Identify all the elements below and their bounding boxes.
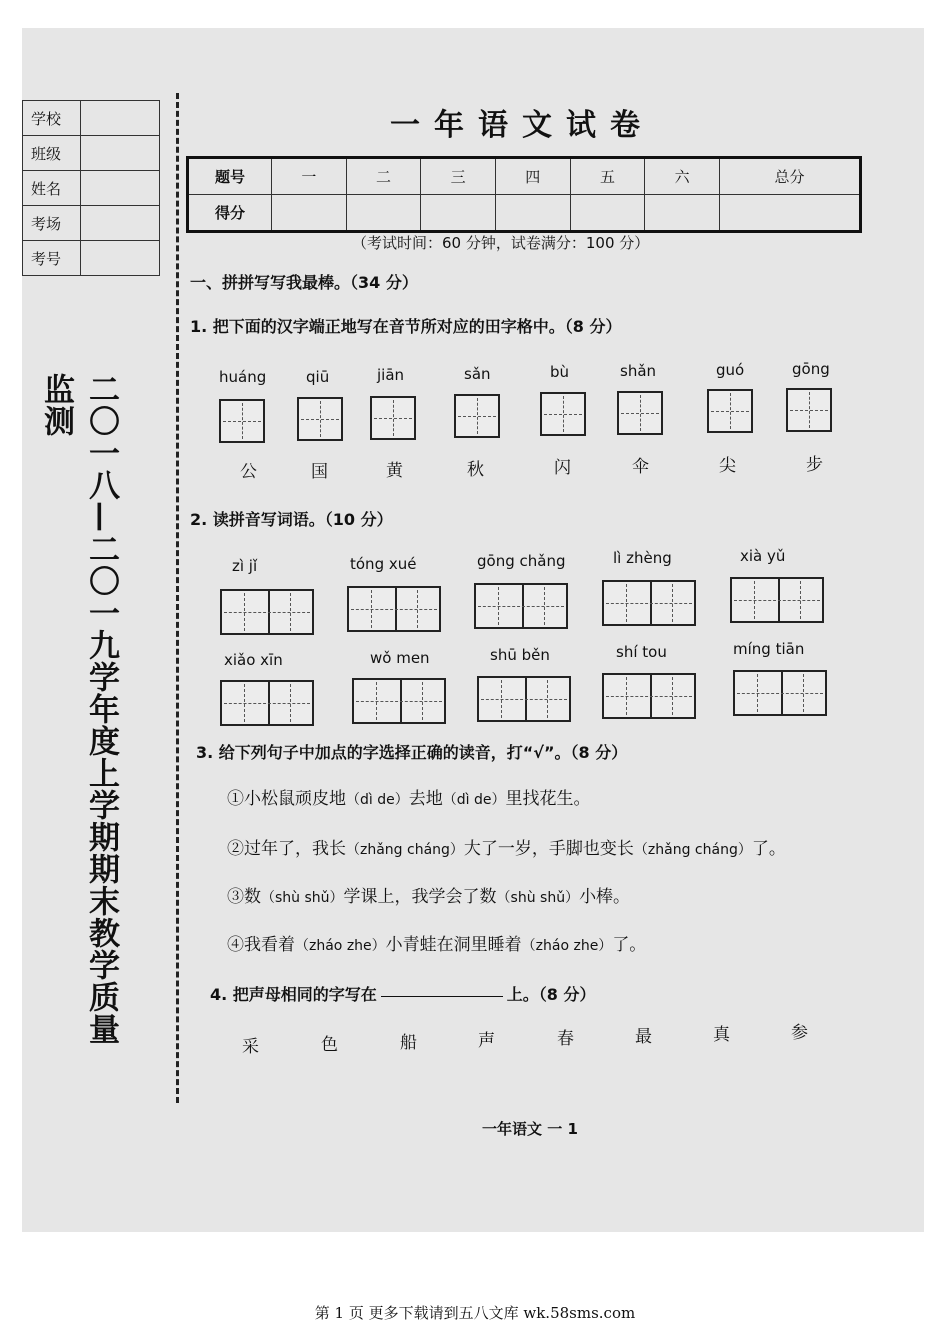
pinyin-choice[interactable]: （zháo zhe）	[295, 938, 386, 954]
info-label: 姓名	[23, 171, 81, 206]
score-column-header: 总分	[719, 158, 860, 195]
q2-pinyin: shí tou	[616, 643, 667, 661]
sentence-text: ④我看着	[227, 935, 295, 955]
q3-title: 3. 给下列句子中加点的字选择正确的读音，打“√”。（8 分）	[196, 743, 628, 762]
score-cell	[272, 195, 347, 232]
word-grid-box[interactable]	[602, 673, 696, 719]
page-number: 一年语文 一 1	[482, 1120, 578, 1138]
score-cell	[495, 195, 570, 232]
info-blank	[81, 206, 160, 241]
answer-blank-line[interactable]	[381, 995, 503, 997]
q1-pinyin: gōng	[792, 360, 830, 378]
q4-character: 声	[478, 1031, 495, 1051]
word-grid-box[interactable]	[220, 589, 314, 635]
score-cell	[645, 195, 720, 232]
q2-pinyin: tóng xué	[350, 555, 417, 573]
word-grid-box[interactable]	[602, 580, 696, 626]
exam-note: （考试时间：60 分钟，试卷满分：100 分）	[352, 234, 650, 252]
info-label: 考号	[23, 241, 81, 276]
sentence-text: 里找花生。	[505, 789, 591, 809]
q4-character: 参	[791, 1023, 808, 1043]
pinyin-choice[interactable]: （dì de）	[442, 792, 506, 808]
q4-character: 最	[635, 1027, 652, 1047]
score-cell	[421, 195, 496, 232]
info-blank	[81, 101, 160, 136]
q2-pinyin: xià yǔ	[740, 547, 786, 565]
sentence-text: ①小松鼠顽皮地	[227, 789, 346, 809]
q2-pinyin: xiǎo xīn	[224, 651, 283, 669]
sentence-text: 学课上，我学会了数	[343, 887, 497, 907]
q2-pinyin: wǒ men	[370, 649, 430, 667]
pinyin-choice[interactable]: （zhǎng cháng）	[633, 842, 752, 858]
q1-character: 伞	[632, 457, 649, 477]
word-grid-box[interactable]	[474, 583, 568, 629]
student-info-table	[22, 100, 160, 276]
tian-grid-box[interactable]	[786, 388, 832, 432]
q4-character: 真	[713, 1025, 730, 1045]
score-table	[186, 156, 862, 233]
tian-grid-box[interactable]	[707, 389, 753, 433]
q1-character: 闪	[554, 458, 571, 478]
q1-character: 秋	[467, 460, 484, 480]
sentence-text: 大了一岁，手脚也变长	[463, 839, 634, 859]
q1-pinyin: huáng	[219, 368, 267, 386]
score-row-label: 题号	[188, 158, 272, 195]
score-column-header: 二	[346, 158, 421, 195]
page-title: 一年语文试卷	[390, 108, 654, 143]
q1-pinyin: shǎn	[620, 362, 657, 380]
tian-grid-box[interactable]	[454, 394, 500, 438]
binding-dashed-line	[176, 93, 179, 1103]
word-grid-box[interactable]	[730, 577, 824, 623]
q2-pinyin: gōng chǎng	[477, 552, 566, 570]
score-column-header: 六	[645, 158, 720, 195]
score-column-header: 五	[570, 158, 645, 195]
tian-grid-box[interactable]	[297, 397, 343, 441]
q4-character: 春	[557, 1029, 574, 1049]
pinyin-choice[interactable]: （zháo zhe）	[521, 938, 613, 954]
q2-pinyin: shū běn	[490, 646, 550, 664]
word-grid-box[interactable]	[352, 678, 446, 724]
tian-grid-box[interactable]	[540, 392, 586, 436]
score-cell	[570, 195, 645, 232]
pinyin-choice[interactable]: （dì de）	[346, 792, 409, 808]
sentence-text: ③数	[227, 887, 261, 907]
q4-character: 船	[400, 1033, 417, 1053]
pinyin-choice[interactable]: （shù shǔ）	[261, 890, 344, 906]
q1-character: 国	[311, 462, 328, 482]
q1-pinyin: guó	[716, 361, 745, 379]
q4-character: 采	[242, 1037, 259, 1057]
exam-sheet-photo	[22, 28, 924, 1232]
word-grid-box[interactable]	[347, 586, 441, 632]
sentence-text: 小青蛙在洞里睡着	[385, 935, 522, 955]
sentence-text: 小棒。	[579, 887, 631, 907]
sentence-text: 去地	[408, 789, 443, 809]
info-blank	[81, 241, 160, 276]
q1-character: 黄	[386, 461, 403, 481]
q4-character: 色	[321, 1035, 338, 1055]
q4-title-end: 上。（8 分）	[506, 985, 596, 1004]
section-1-title: 一、拼拼写写我最棒。（34 分）	[190, 273, 418, 292]
word-grid-box[interactable]	[477, 676, 571, 722]
tian-grid-box[interactable]	[219, 399, 265, 443]
score-row-label: 得分	[188, 195, 272, 232]
tian-grid-box[interactable]	[370, 396, 416, 440]
score-cell	[346, 195, 421, 232]
q2-pinyin: míng tiān	[733, 640, 805, 658]
q3-sentence-1	[227, 784, 590, 809]
info-label: 考场	[23, 206, 81, 241]
q2-pinyin: lì zhèng	[613, 549, 672, 567]
q1-pinyin: jiān	[377, 366, 405, 384]
q2-title: 2. 读拼音写词语。（10 分）	[190, 510, 393, 529]
q1-pinyin: bù	[550, 363, 570, 381]
q1-pinyin: sǎn	[464, 365, 491, 383]
word-grid-box[interactable]	[733, 670, 827, 716]
q1-character: 公	[240, 462, 257, 482]
info-blank	[81, 136, 160, 171]
score-column-header: 一	[272, 158, 347, 195]
info-blank	[81, 171, 160, 206]
footer-download-note: 第 1 页 更多下载请到五八文库 wk.58sms.com	[314, 1304, 636, 1322]
q1-pinyin: qiū	[306, 368, 330, 386]
tian-grid-box[interactable]	[617, 391, 663, 435]
word-grid-box[interactable]	[220, 680, 314, 726]
q3-sentence-2	[227, 834, 786, 859]
sentence-text: ②过年了，我长	[227, 839, 346, 859]
sentence-text: 了。	[612, 935, 647, 955]
sentence-text: 了。	[751, 839, 786, 859]
q3-sentence-4	[227, 930, 646, 955]
q4-title-start: 4. 把声母相同的字写在	[210, 985, 377, 1004]
info-label: 班级	[23, 136, 81, 171]
q3-sentence-3	[227, 882, 630, 907]
q2-pinyin: zì jǐ	[232, 557, 258, 575]
pinyin-choice[interactable]: （shù shǔ）	[496, 890, 580, 906]
info-label: 学校	[23, 101, 81, 136]
score-column-header: 四	[495, 158, 570, 195]
q1-title: 1. 把下面的汉字端正地写在音节所对应的田字格中。（8 分）	[190, 317, 622, 336]
q4-title	[210, 982, 596, 1005]
score-column-header: 三	[421, 158, 496, 195]
q1-character: 尖	[719, 456, 736, 476]
q1-character: 步	[806, 455, 823, 475]
pinyin-choice[interactable]: （zhǎng cháng）	[346, 842, 464, 858]
score-cell	[719, 195, 860, 232]
vertical-exam-title: 二〇一八—二〇一九学年度上学期期末教学质量监测	[38, 373, 119, 1045]
